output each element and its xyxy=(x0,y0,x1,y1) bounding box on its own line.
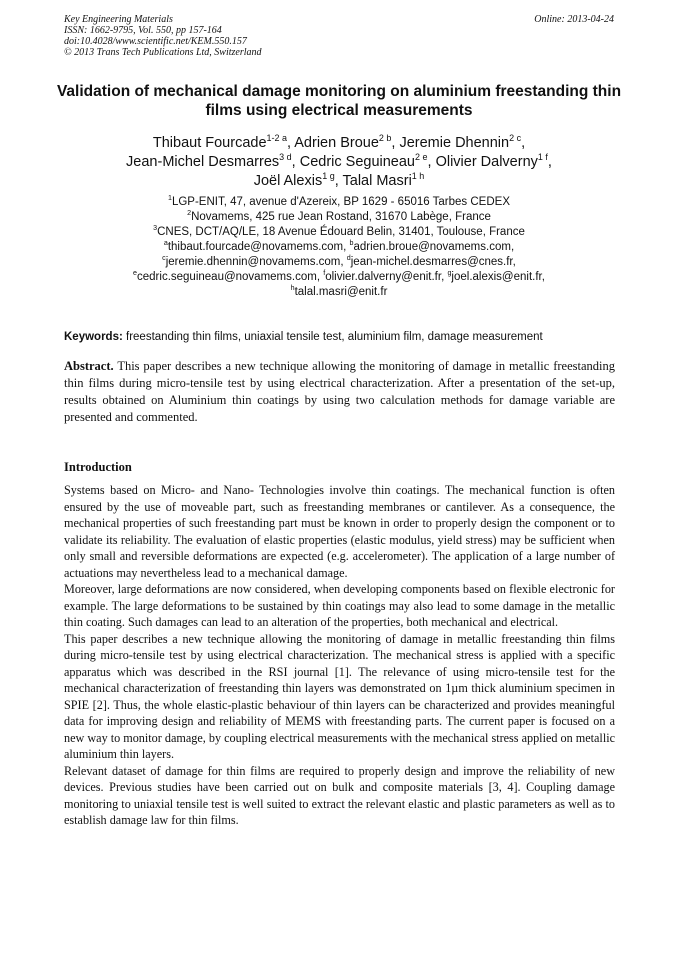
author: Olivier Dalverny$^{1 f}$, xyxy=(435,152,552,170)
affiliations xyxy=(40,195,638,300)
paragraph: Relevant dataset of damage for thin films are required to properly design and improve the reliability of new devices. Previous studies have been carried out on bulk and composite materials [3, 4]. Coupling damage monitoring to uniaxial tensile test is well suited to extract the relevant elastic and plastic parameters as well as to establish damage law for thin films. xyxy=(64,763,615,827)
email-line: $^c$jeremie.dhennin@novamems.com, $^d$jean-michel.desmarres@cnes.fr, xyxy=(162,254,516,268)
issn-line: ISSN: 1662-9795, Vol. 550, pp 157-164 xyxy=(64,25,222,36)
section-heading-introduction: Introduction xyxy=(64,460,132,474)
doi-line[interactable]: doi:10.4028/www.scientific.net/KEM.550.157 xyxy=(64,36,247,47)
abstract-text: This paper describes a new technique allowing the monitoring of damage in metallic freestanding thin films during micro-tensile test by using electrical characterization. After a presentation of the set-up, results obtained on Aluminium thin coatings by using two calculation methods for damage variable are presented and commented. xyxy=(64,359,615,424)
email-line: $^e$cedric.seguineau@novamems.com, $^f$olivier.dalverny@enit.fr, $^g$joel.alexis@enit.fr, xyxy=(133,269,545,283)
paragraph: Moreover, large deformations are now considered, when developing components based on flexible electronic for example. The large deformations to be sustained by thin coatings may also lead to some damage in the metallic thin coating. Such damages can lead to an alteration of the properties, both mechanical and electrical. xyxy=(64,582,615,629)
email-link[interactable]: adrien.broue@novamems.com xyxy=(353,241,511,253)
email-link[interactable]: cedric.seguineau@novamems.com xyxy=(137,271,317,283)
paragraph: Systems based on Micro- and Nano- Technologies involve thin coatings. The mechanical function is often ensured by the use of moveable part, such as freestanding membranes or cantilever. As a consequence, the mechanical properties of such freestanding part must be known in order to properly design the component or to validate its reliability. The evaluation of elastic properties (elastic modulus, yield stress) may be sufficient when only small and reversible deformations are expected (e.g. accelerometer). The application of a large number of actuations may nevertheless lead to a mechanical damage. xyxy=(64,483,615,580)
author: Adrien Broue$^{2 b}$, xyxy=(294,133,400,151)
affiliation: $^1$LGP-ENIT, 47, avenue d'Azereix, BP 1629 - 65016 Tarbes CEDEX xyxy=(168,194,510,208)
abstract xyxy=(64,358,615,426)
email-link[interactable]: talal.masri@enit.fr xyxy=(294,286,388,298)
journal-name: Key Engineering Materials xyxy=(64,14,173,25)
introduction-body xyxy=(64,482,615,829)
author: Thibaut Fourcade$^{1-2 a}$, xyxy=(152,133,295,151)
paper-title: Validation of mechanical damage monitoring on aluminium freestanding thin films using electrical measurements xyxy=(56,83,622,119)
author: Cedric Seguineau$^{2 e}$, xyxy=(299,152,436,170)
email-link[interactable]: thibaut.fourcade@novamems.com xyxy=(167,241,344,253)
journal-header xyxy=(64,14,262,58)
affiliation: $^3$CNES, DCT/AQ/LE, 18 Avenue Édouard Belin, 31401, Toulouse, France xyxy=(153,224,525,238)
author: Jeremie Dhennin$^{2 c}$, xyxy=(399,133,526,151)
email-link[interactable]: jeremie.dhennin@novamems.com xyxy=(165,256,341,268)
email-link[interactable]: jean-michel.desmarres@cnes.fr xyxy=(350,256,513,268)
copyright-line: © 2013 Trans Tech Publications Ltd, Switzerland xyxy=(64,47,262,58)
keywords-text: freestanding thin films, uniaxial tensile test, aluminium film, damage measurement xyxy=(126,331,543,343)
online-date: Online: 2013-04-24 xyxy=(534,14,614,25)
paragraph: This paper describes a new technique allowing the monitoring of damage in metallic freestanding thin films during micro-tensile test by using electrical characterization. The mechanical stress is applied with a specific apparatus which was described in the RSI journal [1]. The relevance of using micro-tensile test for the mechanical characterization of freestanding thin layers was demonstrated on 1µm thick aluminium specimen in SPIE [2]. Thus, the whole elastic-plastic behaviour of thin layers can be characterized and provides meaningful data for improving design and reliability of MEMS with freestanding parts. The current paper is focused on a new way to monitor damage, by coupling electrical measurements with the mechanical stress applied on metallic aluminium thin layers. xyxy=(64,631,615,761)
abstract-label: Abstract. xyxy=(64,359,114,373)
keywords xyxy=(64,330,624,345)
author: Talal Masri$^{1 h}$ xyxy=(342,171,425,189)
email-link[interactable]: olivier.dalverny@enit.fr xyxy=(325,271,442,283)
author: Jean-Michel Desmarres$^{3 d}$, xyxy=(126,152,300,170)
email-line: $^a$thibaut.fourcade@novamems.com, $^b$adrien.broue@novamems.com, xyxy=(163,239,515,253)
author: Joël Alexis$^{1 g}$, xyxy=(253,171,343,189)
author-list xyxy=(40,134,638,191)
affiliation: $^2$Novamems, 425 rue Jean Rostand, 31670 Labège, France xyxy=(187,209,491,223)
email-link[interactable]: joel.alexis@enit.fr xyxy=(451,271,542,283)
keywords-label: Keywords: xyxy=(64,331,123,343)
email-line: $^h$talal.masri@enit.fr xyxy=(290,284,388,298)
